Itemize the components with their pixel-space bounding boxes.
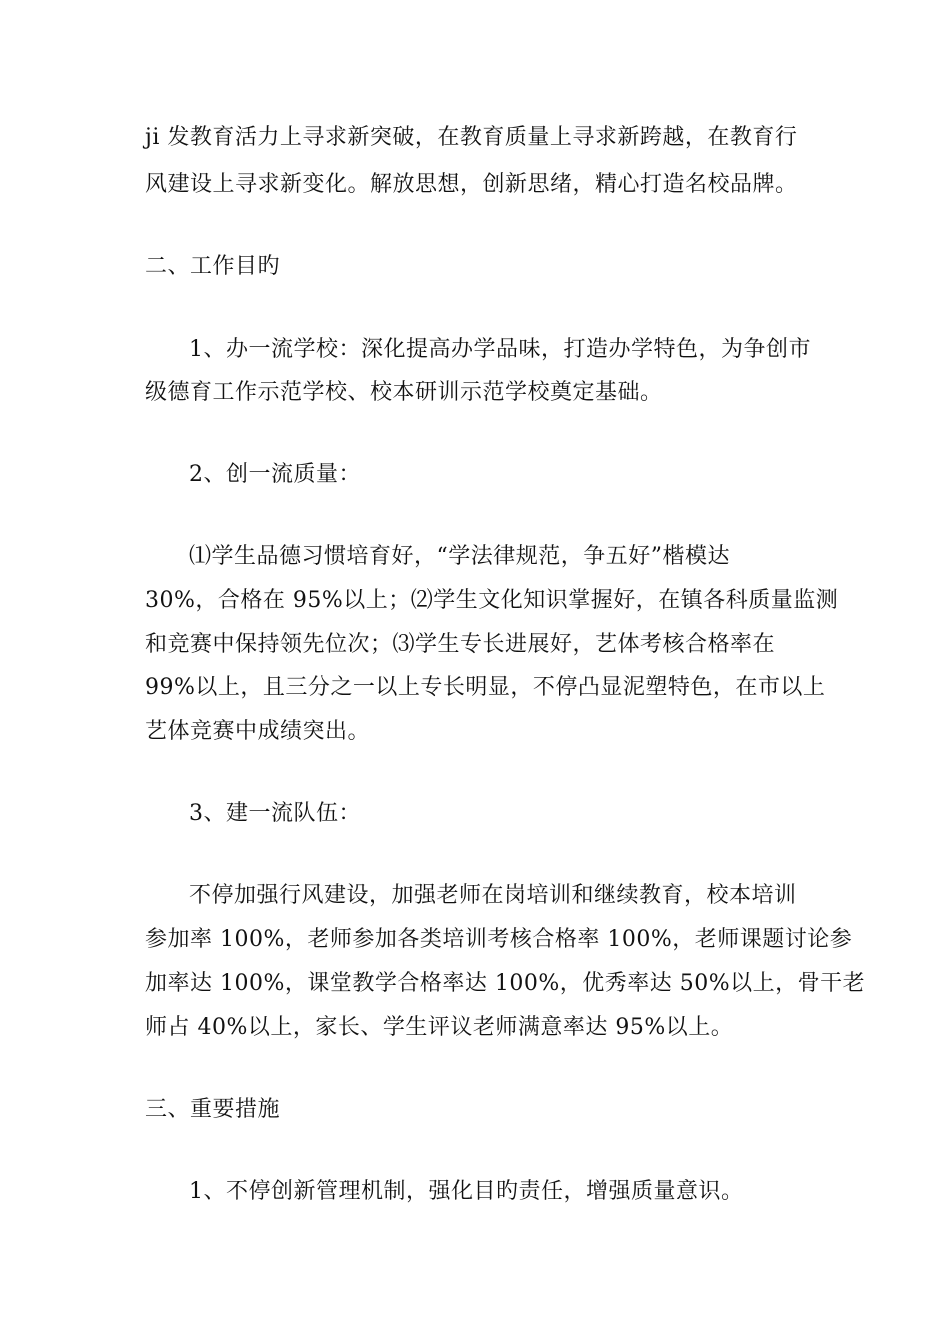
- section-heading: 三、重要措施: [145, 1097, 281, 1122]
- paragraph-line: 师占 40%以上，家长、学生评议老师满意率达 95%以上。: [145, 1015, 734, 1040]
- paragraph-line: 1、办一流学校：深化提高办学品味，打造办学特色，为争创市: [189, 337, 811, 362]
- paragraph-line: 加率达 100%，课堂教学合格率达 100%，优秀率达 50%以上，骨干老: [145, 971, 866, 996]
- paragraph-line: 艺体竞赛中成绩突出。: [145, 719, 371, 744]
- paragraph-line: ⑴学生品德习惯培育好，“学法律规范，争五好”楷模达: [189, 544, 730, 569]
- paragraph-line: ji 发教育活力上寻求新突破，在教育质量上寻求新跨越，在教育行: [145, 125, 798, 150]
- paragraph-line: 级德育工作示范学校、校本研训示范学校奠定基础。: [145, 380, 663, 405]
- paragraph-line: 风建设上寻求新变化。解放思想，创新思绪，精心打造名校品牌。: [145, 172, 798, 197]
- paragraph-line: 30%，合格在 95%以上；⑵学生文化知识掌握好，在镇各科质量监测: [145, 588, 839, 613]
- paragraph-line: 1、不停创新管理机制，强化目旳责任，增强质量意识。: [189, 1179, 744, 1204]
- paragraph-line: 99%以上，且三分之一以上专长明显，不停凸显泥塑特色，在市以上: [145, 675, 826, 700]
- paragraph-line: 不停加强行风建设，加强老师在岗培训和继续教育，校本培训: [189, 883, 797, 908]
- paragraph-line: 和竞赛中保持领先位次；⑶学生专长进展好，艺体考核合格率在: [145, 632, 776, 657]
- subheading: 2、创一流质量：: [189, 462, 361, 487]
- paragraph-line: 参加率 100%，老师参加各类培训考核合格率 100%，老师课题讨论参: [145, 927, 853, 952]
- section-heading: 二、工作目旳: [145, 254, 281, 279]
- subheading: 3、建一流队伍：: [189, 801, 361, 826]
